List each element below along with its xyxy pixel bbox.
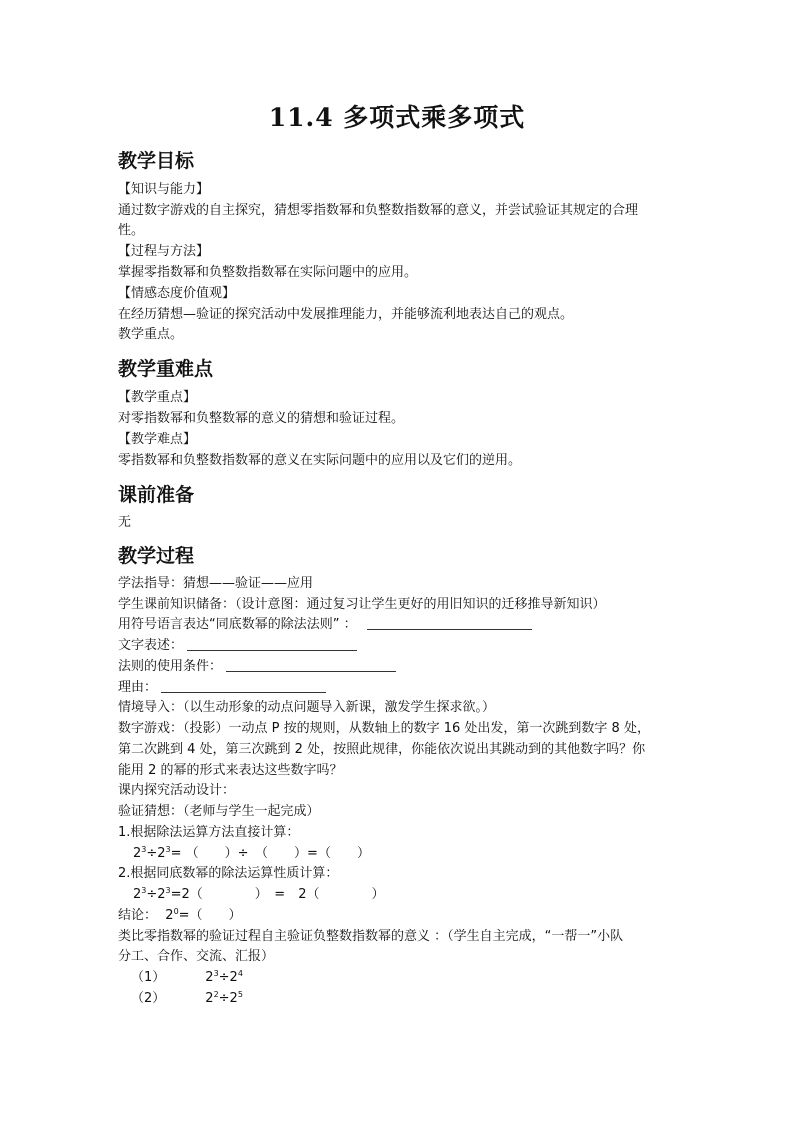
formula-exponent: 3: [213, 969, 219, 978]
formula-exponent: 3: [141, 845, 147, 854]
process-line-7: 情境导入：（以生动形象的动点问题导入新课，激发学生探求欲。）: [118, 700, 496, 715]
formula-rest: = （ ）÷ （ ）=（ ）: [170, 846, 370, 861]
formula-rest: =（ ）: [178, 908, 242, 923]
formula-base: 2: [205, 970, 214, 985]
process-line-10: 能用 2 的幂的形式来表达这些数字吗？: [118, 763, 343, 778]
heading-preparation: 课前准备: [118, 484, 195, 506]
process-line-1: 学法指导：猜想——验证——应用: [118, 576, 314, 591]
process-line-2: 学生课前知识储备：（设计意图：通过复习让学生更好的用旧知识的迁移推导新知识）: [118, 597, 606, 612]
process-line-3: [118, 616, 532, 634]
formula-exponent: 3: [141, 886, 147, 895]
formula-rest: =2（ ） = 2（ ）: [170, 887, 385, 902]
text-emotion: 在经历猜想—验证的探究活动中发展推理能力，并能够流利地表达自己的观点。: [118, 307, 574, 322]
formula-operator: ÷2: [218, 970, 238, 985]
text-difficulty: 零指数幂和负整数指数幂的意义在实际问题中的应用以及它们的逆用。: [118, 453, 522, 468]
exercise-2: [131, 990, 243, 1008]
formula-exponent: 3: [165, 845, 171, 854]
label-difficulty: 【教学难点】: [118, 432, 197, 447]
process-line-9: 第二次跳到 4 处，第三次跳到 2 处，按照此规律，你能依次说出其跳动到的其他数字吗？你: [118, 742, 646, 757]
text-process: 掌握零指数幂和负整数指数幂在实际问题中的应用。: [118, 265, 418, 280]
process-line-13: 1.根据除法运算方法直接计算：: [118, 825, 300, 840]
process-line-19: 分工、合作、交流、汇报）: [118, 949, 275, 964]
text-preparation: 无: [118, 515, 132, 530]
formula-exponent: 2: [213, 990, 219, 999]
process-line-4-text: 文字表述：: [118, 638, 184, 653]
process-line-15: 2.根据同底数幂的除法运算性质计算：: [118, 866, 339, 881]
label-process: 【过程与方法】: [118, 244, 210, 259]
process-line-5: [118, 658, 396, 676]
heading-key-points: 教学重难点: [118, 358, 214, 380]
label-key: 【教学重点】: [118, 390, 197, 405]
label-knowledge: 【知识与能力】: [118, 182, 210, 197]
exercise-number: （1）: [131, 970, 166, 985]
formula-direct: [133, 845, 370, 863]
blank-line: [367, 620, 532, 630]
blank-line: [226, 662, 396, 672]
formula-operator: ÷2: [146, 887, 166, 902]
text-emotion-2: 教学重点。: [118, 327, 184, 342]
exercise-1: [131, 969, 243, 987]
heading-goals: 教学目标: [118, 150, 195, 172]
heading-process: 教学过程: [118, 545, 195, 567]
exercise-number: （2）: [131, 991, 166, 1006]
text-key: 对零指数幂和负整数幂的意义的猜想和验证过程。: [118, 411, 405, 426]
conclusion-label: 结论：: [118, 908, 158, 923]
process-line-6: [118, 679, 326, 697]
page-title: 11.4 多项式乘多项式: [268, 103, 526, 132]
process-line-12: 验证猜想：（老师与学生一起完成）: [118, 804, 320, 819]
process-line-3-text: 用符号语言表达“同底数幂的除法法则” ：: [118, 617, 357, 632]
label-emotion: 【情感态度价值观】: [118, 286, 236, 301]
conclusion-line: [118, 907, 242, 925]
process-line-18: 类比零指数幂的验证过程自主验证负整数指数幂的意义 ：（学生自主完成，“一帮一”小队: [118, 929, 624, 944]
formula-exponent: 5: [237, 990, 243, 999]
blank-line: [161, 683, 326, 693]
formula-operator: ÷2: [146, 846, 166, 861]
formula-exponent: 4: [237, 969, 243, 978]
blank-line: [187, 641, 357, 651]
text-knowledge-1: 通过数字游戏的自主探究，猜想零指数幂和负整数指数幂的意义，并尝试验证其规定的合理: [118, 203, 639, 218]
formula-rule: [133, 886, 384, 904]
process-line-8: 数字游戏：（投影）一动点 P 按的规则，从数轴上的数字 16 处出发，第一次跳到数字 8 处，: [118, 721, 650, 736]
formula-base: 2: [133, 846, 142, 861]
formula-base: 2: [133, 887, 142, 902]
process-line-5-text: 法则的使用条件：: [118, 659, 223, 674]
text-knowledge-2: 性。: [118, 223, 145, 238]
formula-operator: ÷2: [218, 991, 238, 1006]
process-line-4: [118, 637, 357, 655]
process-line-6-text: 理由：: [118, 680, 158, 695]
formula-exponent: 0: [173, 907, 179, 916]
formula-base: 2: [205, 991, 214, 1006]
process-line-11: 课内探究活动设计：: [118, 783, 236, 798]
formula-base: 2: [165, 908, 174, 923]
formula-exponent: 3: [165, 886, 171, 895]
